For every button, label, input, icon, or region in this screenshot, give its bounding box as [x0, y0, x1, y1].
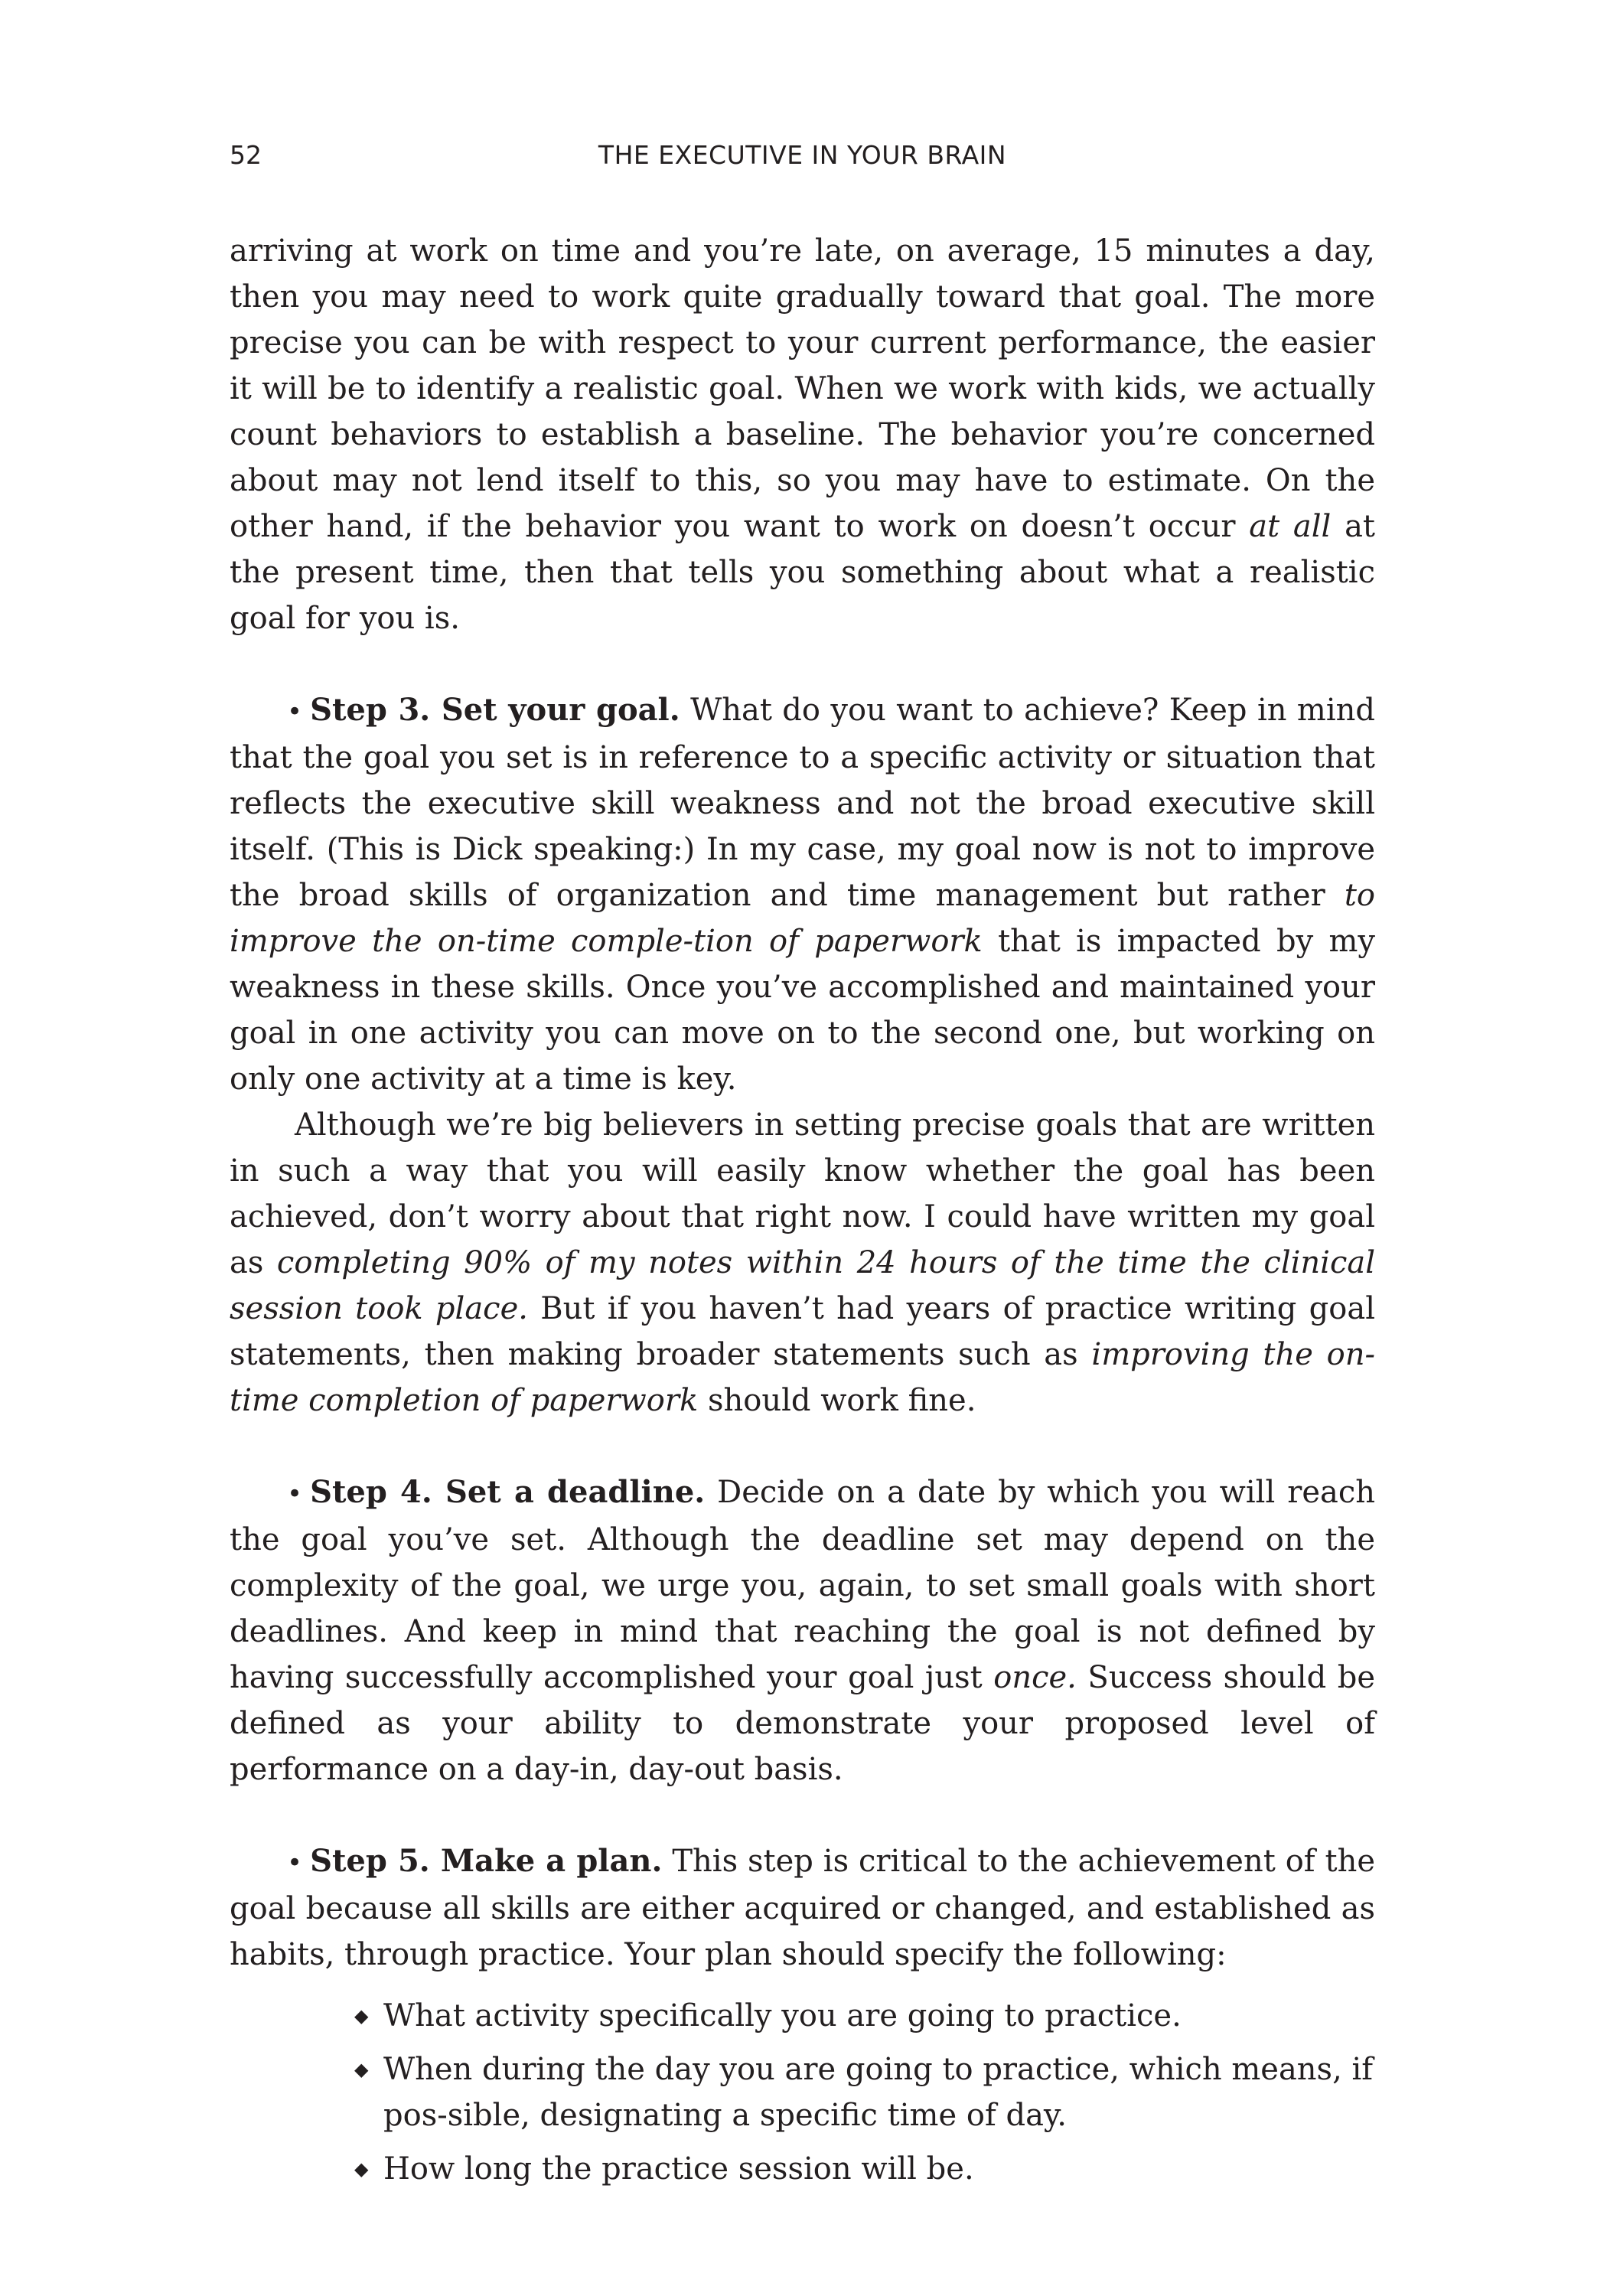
running-head: [230, 136, 1375, 174]
text-run: arriving at work on time and you’re late, on average, 15 minutes a day, then you may need to work quite gradually toward that goal. The more precise you can be with respect to your current performance, the easier it will be to identify a realistic goal. When we work with kids, we actually count behaviors to establish a baseline. The behavior you’re concerned about may not lend itself to this, so you may have to estimate. On the other hand, if the behavior you want to work on doesn’t occur: [230, 233, 1375, 544]
paragraph-step-5: [230, 1838, 1375, 1978]
running-title: THE EXECUTIVE IN YOUR BRAIN: [598, 140, 1007, 170]
text-run: What do you want to achieve? Keep in mind that the goal you set is in reference to a specific activity or situation that reflects the executive skill weakness and not the broad executive skill itself. (This is Dick speaking:) In my case, my goal now is not to improve the broad skills of organization and time management but rather: [230, 693, 1376, 913]
paragraph-precise-goals: [230, 1102, 1375, 1424]
bullet-icon: •: [287, 1848, 303, 1878]
bullet-icon: •: [287, 696, 303, 727]
text-run: at the present time, then that tells you something about what a realistic goal for you is.: [230, 509, 1375, 636]
list-item: [354, 1993, 1375, 2039]
text-run: Success should be defined as your ability to demonstrate your proposed level of performance on a day-in, day-out basis.: [230, 1660, 1375, 1787]
body-text: [230, 228, 1375, 2200]
list-item-text: When during the day you are going to practice, which means, if pos-sible, designating a specific time of day.: [383, 2052, 1374, 2133]
text-run: This step is critical to the achievement of the goal because all skills are either acquired or changed, and established as habits, through practice. Your plan should specify the following:: [230, 1844, 1375, 1972]
text-run: Although we’re big believers in setting precise goals that are written in such a way that you will easily know whether the goal has been achieved, don’t worry about that right now. I could have written my goal as: [230, 1107, 1375, 1280]
text-run: Decide on a date by which you will reach the goal you’ve set. Although the deadline set may depend on the complexity of the goal, we urge you, again, to set small goals with short deadlines. And keep in mind that reaching the goal is not defined by having successfully accomplished your goal just: [230, 1475, 1375, 1695]
list-item: [354, 2146, 1375, 2192]
italic-run: completing 90% of my notes within 24 hours of the time the clinical session took place.: [230, 1245, 1376, 1326]
diamond-bullet-icon: ◆: [354, 2005, 369, 2027]
text-run: should work fine.: [698, 1383, 976, 1418]
list-item-text: How long the practice session will be.: [383, 2151, 974, 2187]
step-heading: Step 3. Set your goal.: [310, 692, 680, 728]
plan-list: [230, 1993, 1375, 2192]
diamond-bullet-icon: ◆: [354, 2059, 369, 2080]
list-item-text: What activity specifically you are going to practice.: [383, 1998, 1182, 2033]
paragraph-baseline: [230, 228, 1375, 641]
italic-run: at all: [1249, 509, 1332, 544]
diamond-bullet-icon: ◆: [354, 2158, 369, 2180]
italic-run: improving the on-time completion of paperwork: [230, 1337, 1375, 1418]
text-run: that is impacted by my weakness in these skills. Once you’ve accomplished and maintained your goal in one activity you can move on to the second one, but working on only one activity at a time is key.: [230, 924, 1376, 1097]
paragraph-step-4: [230, 1469, 1375, 1792]
step-heading: Step 5. Make a plan.: [310, 1843, 663, 1879]
paragraph-step-3: [230, 687, 1375, 1102]
text-run: But if you haven’t had years of practice writing goal statements, then making broader statements such as: [230, 1291, 1375, 1372]
page-number: 52: [230, 140, 262, 170]
italic-run: to improve the on-time comple-tion of paperwork: [230, 878, 1375, 959]
list-item: [354, 2047, 1375, 2138]
italic-run: once.: [993, 1660, 1077, 1695]
bullet-icon: •: [287, 1479, 303, 1509]
step-heading: Step 4. Set a deadline.: [310, 1474, 706, 1510]
